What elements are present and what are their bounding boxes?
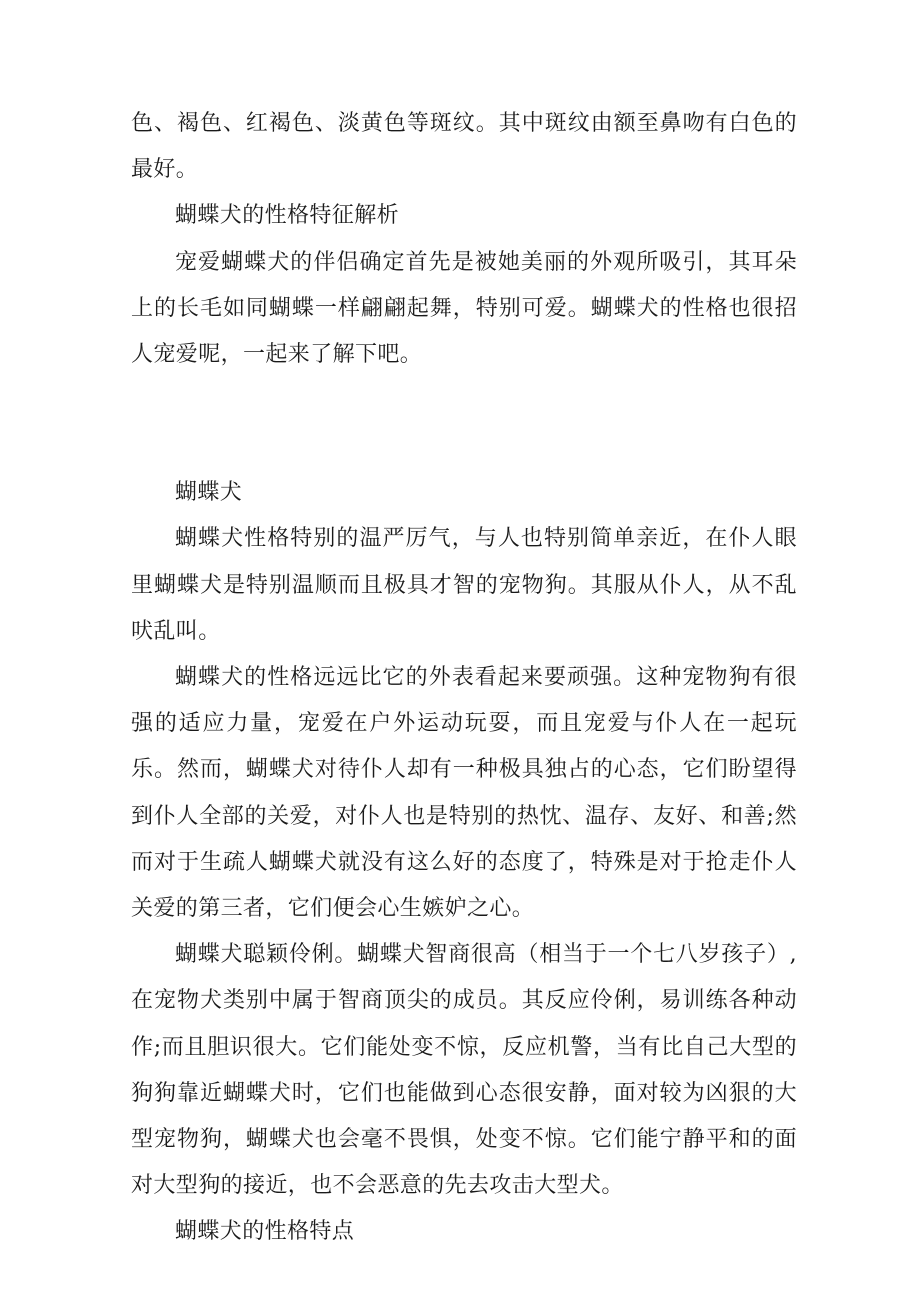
- section-heading-papillon: 蝴蝶犬: [175, 480, 243, 506]
- section-heading-traits: 蝴蝶犬的性格特点: [175, 1219, 355, 1245]
- paragraph-temperament: 蝴蝶犬性格特别的温严厉气，与人也特别简单亲近，在仆人眼里蝴蝶犬是特别温顺而且极具才智的宠物狗。其服从仆人，从不乱吠乱叫。: [131, 526, 797, 644]
- paragraph-adaptability: 蝴蝶犬的性格远远比它的外表看起来要顽强。这种宠物狗有很强的适应力量，宠爱在户外运动玩耍，而且宠爱与仆人在一起玩乐。然而，蝴蝶犬对待仆人却有一种极具独占的心态，它们盼望得到仆人全部的关爱，对仆人也是特别的热忱、温存、友好、和善;然而对于生疏人蝴蝶犬就没有这么好的态度了，特殊是对于抢走仆人关爱的第三者，它们便会心生嫉妒之心。: [131, 665, 797, 922]
- paragraph-intelligence: 蝴蝶犬聪颖伶俐。蝴蝶犬智商很高（相当于一个七八岁孩子）,在宠物犬类别中属于智商顶尖的成员。其反应伶俐，易训练各种动作;而且胆识很大。它们能处变不惊，反应机警，当有比自己大型的狗狗靠近蝴蝶犬时，它们也能做到心态很安静，面对较为凶狠的大型宠物狗，蝴蝶犬也会毫不畏惧，处变不惊。它们能宁静平和的面对大型狗的接近，也不会恶意的先去攻击大型犬。: [131, 942, 797, 1199]
- paragraph-intro: 宠爱蝴蝶犬的伴侣确定首先是被她美丽的外观所吸引，其耳朵上的长毛如同蝴蝶一样翩翩起舞，特别可爱。蝴蝶犬的性格也很招人宠爱呢，一起来了解下吧。: [131, 249, 797, 368]
- blank-space: [131, 378, 797, 470]
- section-heading-traits-analysis: 蝴蝶犬的性格特征解析: [175, 203, 400, 229]
- document-body: [131, 101, 797, 1256]
- paragraph-continuation: 色、褐色、红褐色、淡黄色等斑纹。其中斑纹由额至鼻吻有白色的最好。: [131, 111, 797, 183]
